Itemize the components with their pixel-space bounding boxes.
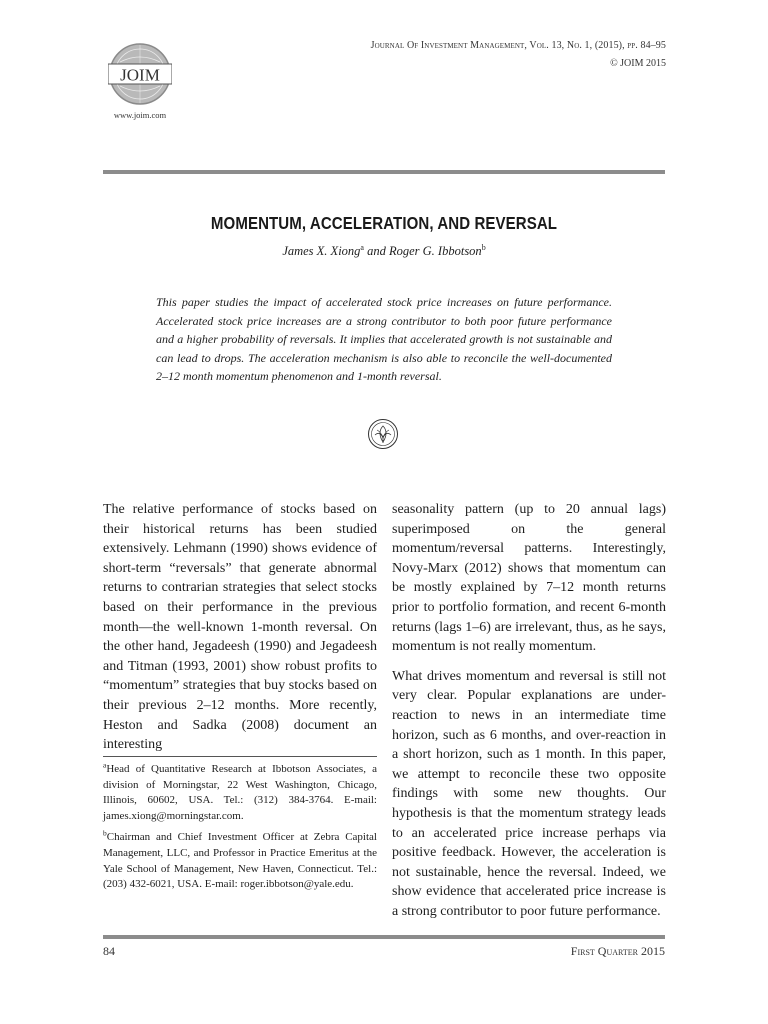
author-1-affiliation-mark: a bbox=[360, 242, 364, 252]
page-number: 84 bbox=[103, 944, 115, 958]
body-column-right bbox=[392, 500, 666, 921]
ornament-icon bbox=[367, 418, 399, 450]
footnote-b-text: Chairman and Chief Investment Officer at Zebra Capital Management, LLC, and Professor in Practice Emeritus at the Yale School of Management, New Haven, Connecticut. Tel.: (203) 432-6021, USA. E-mail: roger.ibbotson@yale.edu. bbox=[103, 831, 377, 891]
journal-citation: Journal Of Investment Management, Vol. 13, No. 1, (2015), pp. 84–95 bbox=[370, 40, 666, 51]
footer-rule bbox=[103, 935, 665, 939]
footnotes bbox=[103, 762, 377, 899]
footnote-rule bbox=[103, 756, 377, 757]
paper-title: MOMENTUM, ACCELERATION, AND REVERSAL bbox=[210, 213, 558, 233]
copyright: © JOIM 2015 bbox=[610, 58, 666, 69]
issue-quarter: First Quarter 2015 bbox=[570, 944, 665, 958]
footnote-a-text: Head of Quantitative Research at Ibbotson Associates, a division of Morningstar, 22 West Washington, Chicago, Illinois, 60602, USA. Tel.: (312) 384-3764. E-mail: james.xiong@morningstar.com. bbox=[103, 763, 377, 822]
body-paragraph: seasonality pattern (up to 20 annual lags) superimposed on the general momentum/reversal patterns. Interestingly, Novy-Marx (2012) shows that momentum can be mostly explained by 7–12 month returns prior to portfolio formation, and recent 6-month returns (lags 1–6) are irrelevant, thus, as he says, momentum is not really momentum. bbox=[392, 502, 666, 655]
author-2: Roger G. Ibbotson bbox=[388, 244, 482, 258]
footnote-a-mark: a bbox=[103, 760, 107, 770]
author-line bbox=[103, 244, 665, 259]
logo-text: JOIM bbox=[120, 65, 160, 85]
site-url[interactable]: www.joim.com bbox=[113, 110, 167, 120]
body-paragraph: What drives momentum and reversal is still not very clear. Popular explanations are under-reaction to news in an intermediate time horizon, such as 6 months, and over-reaction in a short horizon, such as 1 month. In this paper, we attempt to reconcile these two opposite findings with some new thoughts. Our hypothesis is that the momentum strategy leads to an accelerated price increase perhaps via positive feedback. However, the acceleration is not sustainable, hence the reversal. Indeed, we show evidence that accelerated price increase is a strong contributor to poor future performance. bbox=[392, 668, 666, 919]
author-2-affiliation-mark: b bbox=[481, 242, 486, 252]
footnote-b-mark: b bbox=[103, 828, 107, 838]
author-1: James X. Xiong bbox=[282, 244, 361, 258]
footnote-b bbox=[103, 830, 377, 892]
header-rule bbox=[103, 170, 665, 174]
footnote-a bbox=[103, 762, 377, 824]
journal-logo-icon bbox=[108, 42, 172, 106]
abstract: This paper studies the impact of accelerated stock price increases on future performance. Accelerated stock price increases are a strong contributor to both poor future performance and a higher probability of reversals. It implies that accelerated growth is not sustainable and can lead to drops. The acceleration mechanism is also able to reconcile the well-documented 2–12 month momentum phenomenon and 1-month reversal. bbox=[156, 295, 612, 384]
body-paragraph: The relative performance of stocks based on their historical returns has been studied extensively. Lehmann (1990) shows evidence of short-term “reversals” that generate abnormal returns to contrarian strategies that select stocks based on their performance in the previous month—the well-known 1-month reversal. On the other hand, Jegadeesh (1990) and Jegadeesh and Titman (1993, 2001) show robust profits to “momentum” strategies that buy stocks based on their previous 2–12 months. More recently, Heston and Sadka (2008) document an interesting bbox=[103, 502, 377, 753]
author-separator: and bbox=[363, 244, 389, 258]
body-column-left bbox=[103, 500, 377, 755]
